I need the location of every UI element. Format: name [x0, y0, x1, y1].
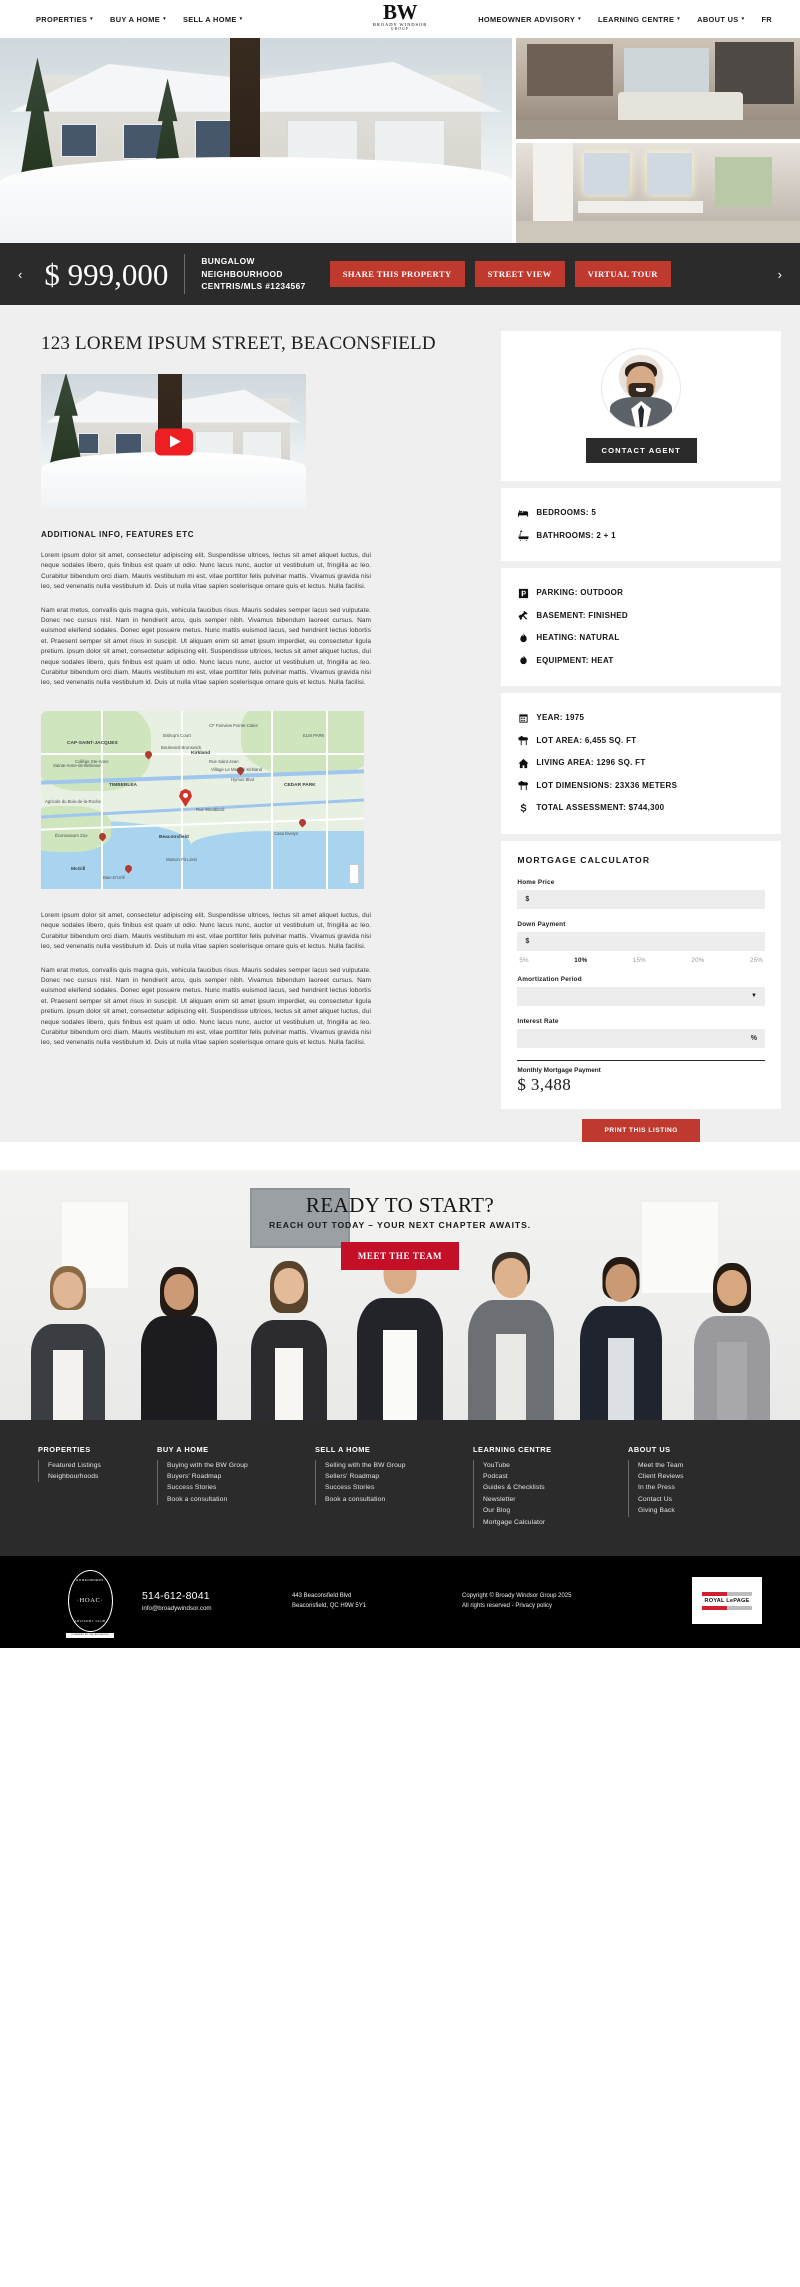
- footer-link[interactable]: Book a consultation: [325, 1495, 386, 1503]
- team-member: [20, 1252, 116, 1420]
- bathrooms-label: BATHROOMS: 2 + 1: [536, 530, 616, 540]
- mortgage-calculator-title: MORTGAGE CALCULATOR: [517, 854, 651, 865]
- cta-content: [0, 1170, 800, 1270]
- property-feature-row: [517, 582, 765, 605]
- percent-option-15[interactable]: 15%: [632, 956, 646, 964]
- nav-left-group: [36, 15, 242, 24]
- map-label: Kirkland: [191, 750, 211, 756]
- property-mls: CENTRIS/MLS #1234567: [201, 281, 306, 292]
- footer-link[interactable]: Newsletter: [483, 1495, 516, 1503]
- footer-link[interactable]: Sellers' Roadmap: [325, 1472, 380, 1480]
- street-view-button[interactable]: STREET VIEW: [475, 261, 565, 288]
- down-payment-input[interactable]: [517, 932, 765, 951]
- bed-icon: [517, 507, 529, 519]
- property-basic-row: [517, 502, 765, 525]
- map-label: ELM PARK: [303, 732, 325, 738]
- map-zoom-controls[interactable]: [349, 864, 359, 884]
- cta-heading: READY TO START?: [305, 1192, 495, 1217]
- team-member: [463, 1252, 559, 1420]
- footer-heading: ABOUT US: [628, 1444, 671, 1454]
- property-stat-row: [517, 752, 765, 775]
- property-basics-card: [501, 488, 781, 561]
- property-stat-row: [517, 730, 765, 753]
- nav-item-properties[interactable]: [36, 15, 93, 24]
- percent-option-20[interactable]: 20%: [691, 956, 705, 964]
- nav-item-learning-centre[interactable]: [598, 15, 680, 24]
- stat-label: LIVING AREA: 1296 SQ. FT: [536, 758, 646, 767]
- property-features-card: [501, 568, 781, 686]
- hoac-badge-logo: [68, 1570, 113, 1637]
- footer-bottom-bar: [0, 1556, 800, 1648]
- footer-link[interactable]: Our Blog: [483, 1507, 511, 1515]
- map-label: Rue Woodland: [196, 806, 225, 812]
- footer-link[interactable]: Neighbourhoods: [48, 1472, 99, 1480]
- property-neighbourhood: NEIGHBOURHOOD: [201, 268, 283, 279]
- logo-name: BROADY WINDSOR: [372, 22, 428, 27]
- meet-the-team-button[interactable]: MEET THE TEAM: [341, 1242, 459, 1270]
- footer-link[interactable]: Meet the Team: [638, 1461, 684, 1469]
- mortgage-calculator-card: [501, 841, 781, 1109]
- map-label: Baie-D'Urfé: [103, 874, 126, 880]
- down-payment-percent-options: [517, 957, 765, 964]
- footer-link[interactable]: Selling with the BW Group: [325, 1461, 406, 1469]
- map-label: CAP-SAINT-JACQUES: [67, 740, 118, 746]
- percent-option-5[interactable]: 5%: [519, 956, 529, 964]
- map-label: CEDAR PARK: [284, 782, 316, 788]
- nav-label: PROPERTIES: [36, 14, 88, 24]
- footer-heading: SELL A HOME: [315, 1444, 371, 1454]
- gallery-prev-button[interactable]: ‹: [18, 266, 23, 282]
- hero-main-photo[interactable]: [0, 38, 512, 243]
- divider: [184, 254, 185, 294]
- interest-rate-label: Interest Rate: [517, 1017, 559, 1025]
- site-footer: [0, 1420, 800, 1556]
- map-label: Boulevard Brunswick: [161, 744, 202, 750]
- hoac-bottom-text: ADVISORY CLUB: [74, 1618, 106, 1623]
- additional-info-heading: ADDITIONAL INFO, FEATURES ETC: [41, 530, 195, 539]
- hammer-icon: [517, 610, 529, 622]
- amortization-label: Amortization Period: [517, 975, 582, 983]
- logo-monogram: BW: [382, 0, 417, 24]
- share-property-button[interactable]: SHARE THIS PROPERTY: [330, 261, 465, 288]
- property-feature-row: [517, 627, 765, 650]
- copyright-block: [462, 1591, 662, 1611]
- price-bar: [0, 243, 800, 305]
- percent-option-25[interactable]: 25%: [749, 956, 763, 964]
- stat-label: YEAR: 1975: [536, 713, 585, 722]
- stat-label: LOT DIMENSIONS: 23X36 METERS: [536, 780, 678, 790]
- contact-agent-button[interactable]: CONTACT AGENT: [586, 438, 697, 463]
- nav-label: BUY A HOME: [110, 14, 161, 24]
- chevron-down-icon: ▾: [578, 15, 581, 22]
- home-price-input[interactable]: [517, 890, 765, 909]
- top-navigation: [0, 0, 800, 38]
- nav-label: SELL A HOME: [182, 14, 237, 24]
- brokerage-name: ROYAL LePAGE: [704, 1597, 750, 1604]
- property-stats-card: [501, 693, 781, 834]
- contact-block: [142, 1590, 292, 1612]
- nav-item-homeowner-advisory[interactable]: [478, 15, 581, 24]
- listing-main-column: [19, 331, 483, 1062]
- footer-heading: PROPERTIES: [38, 1444, 91, 1454]
- description-paragraph: Lorem ipsum dolor sit amet, consectetur adipiscing elit. Suspendisse ultrices, lectus sit amet aliquet luctus, dui neque sodales libero, quis finibus est quam ut odio. Nunc lacus nunc, auctor ut vestibulum ut, fringilla ac leo. Curabitur bibendum orci diam. Mauris vestibulum mi est, vitae porttitor felis pulvinar mattis. Vivamus gravida nisi leo, sed venenatis nulla vestibulum id. Duis ut nulla vitae sapien scelerisque ornare quis et lectus. Nulla facilisi.: [41, 552, 371, 591]
- footer-column-learning-centre: [473, 1445, 628, 1528]
- footer-link[interactable]: Buyers' Roadmap: [167, 1472, 222, 1480]
- property-feature-row: [517, 650, 765, 673]
- hero-photo-bedroom[interactable]: [516, 38, 800, 139]
- phone-number[interactable]: 514-612-8041: [142, 1589, 210, 1602]
- dollar-icon: [517, 802, 529, 814]
- team-member: [131, 1252, 227, 1420]
- print-listing-wrap: [501, 1119, 781, 1142]
- avatar: [601, 348, 681, 428]
- footer-column-about-us: [628, 1445, 748, 1528]
- hero-gallery: [0, 38, 800, 243]
- footer-link[interactable]: In the Press: [638, 1484, 675, 1492]
- map-label: TIMBERLEA: [109, 782, 137, 788]
- listing-sidebar: [501, 331, 781, 1142]
- location-map[interactable]: [41, 711, 364, 889]
- monthly-payment-label: Monthly Mortgage Payment: [517, 1066, 601, 1074]
- home-icon: [517, 757, 529, 769]
- team-member: [241, 1252, 337, 1420]
- nav-label: HOMEOWNER ADVISORY: [478, 14, 576, 24]
- footer-column-sell-a-home: [315, 1445, 473, 1528]
- map-label: Maison Pit Lévis: [166, 856, 198, 862]
- map-label: Agricole du Bois-de-la-Roche: [45, 798, 101, 804]
- map-label: Bishop's Court: [163, 732, 191, 738]
- footer-column-properties: [38, 1445, 157, 1528]
- map-label: Casa Évelyn: [274, 830, 299, 836]
- calendar-icon: [517, 712, 529, 724]
- feature-label: PARKING: OUTDOOR: [536, 588, 624, 597]
- description-paragraph: Lorem ipsum dolor sit amet, consectetur adipiscing elit. Suspendisse ultrices, lectus sit amet aliquet luctus, dui neque sodales libero, quis finibus est quam ut odio. Nunc lacus nunc, auctor ut vestibulum ut, fringilla ac leo. Curabitur bibendum orci diam. Mauris vestibulum mi est, vitae porttitor felis pulvinar mattis. Vivamus gravida nisi leo, sed venenatis nulla vestibulum id. Duis ut nulla vitae sapien scelerisque ornare quis et lectus. Nulla facilisi.: [41, 911, 371, 951]
- bath-icon: [517, 530, 529, 542]
- privacy-policy-line[interactable]: All rights reserved - Privacy policy: [462, 1602, 553, 1609]
- print-listing-button[interactable]: PRINT THIS LISTING: [582, 1119, 699, 1142]
- nav-item-language-fr[interactable]: [761, 15, 772, 24]
- feature-label: BASEMENT: FINISHED: [536, 610, 629, 620]
- divider: [517, 1060, 765, 1061]
- address-line-2: Beaconsfield, QC H9W 5Y1: [292, 1602, 367, 1609]
- trees-icon: [517, 780, 529, 792]
- footer-link[interactable]: Podcast: [483, 1472, 508, 1480]
- nav-item-sell-a-home[interactable]: [183, 15, 243, 24]
- virtual-tour-button[interactable]: VIRTUAL TOUR: [575, 261, 671, 288]
- map-label: Hymus Blvd: [231, 776, 254, 782]
- address-block: [292, 1591, 462, 1611]
- footer-link[interactable]: Featured Listings: [48, 1461, 101, 1469]
- footer-link[interactable]: Success Stories: [167, 1484, 217, 1492]
- map-label: Sainte-Anne-de-Bellevue: [53, 762, 101, 768]
- team-member: [684, 1252, 780, 1420]
- footer-heading: BUY A HOME: [157, 1444, 209, 1454]
- chevron-down-icon: ▾: [90, 15, 94, 22]
- nav-item-about-us[interactable]: [697, 15, 744, 24]
- address-line-1: 443 Beaconsfield Blvd: [292, 1592, 352, 1599]
- chevron-down-icon: ▾: [239, 15, 243, 22]
- percent-option-10[interactable]: 10%: [574, 956, 588, 964]
- property-type: BUNGALOW: [201, 256, 255, 267]
- team-photo: [20, 1252, 780, 1420]
- property-feature-row: [517, 605, 765, 628]
- email-address[interactable]: info@broadywindsor.com: [142, 1604, 212, 1612]
- feature-label: EQUIPMENT: HEAT: [536, 655, 614, 665]
- nav-right-group: [478, 15, 772, 24]
- stat-label: LOT AREA: 6,455 SQ. FT: [536, 735, 637, 745]
- bedrooms-label: BEDROOMS: 5: [536, 508, 597, 517]
- hoac-top-text: HOMEOWNERS: [76, 1577, 104, 1582]
- stat-label: TOTAL ASSESSMENT: $744,300: [536, 803, 665, 812]
- chevron-down-icon: ▾: [677, 15, 681, 22]
- nav-item-buy-a-home[interactable]: [110, 15, 166, 24]
- chevron-down-icon: ▾: [741, 15, 745, 22]
- property-basic-row: [517, 525, 765, 548]
- footer-column-buy-a-home: [157, 1445, 315, 1528]
- chevron-down-icon: ▼: [751, 993, 757, 999]
- listing-price: $ 999,000: [44, 256, 169, 292]
- map-label: Collège Ste-Anne: [75, 758, 109, 764]
- listing-page-body: [0, 305, 800, 1142]
- royal-lepage-logo: [692, 1577, 762, 1624]
- cta-banner: [0, 1170, 800, 1420]
- map-label: CF Fairview Pointe-Claire: [209, 722, 258, 728]
- footer-link[interactable]: Contact Us: [638, 1495, 673, 1503]
- map-label: Écomuseum Zoo: [55, 832, 88, 838]
- play-button[interactable]: [155, 428, 193, 455]
- trees-icon: [517, 735, 529, 747]
- gallery-next-button[interactable]: ›: [777, 266, 782, 282]
- team-member: [573, 1252, 669, 1420]
- interest-rate-input[interactable]: [517, 1029, 765, 1048]
- property-stat-row: [517, 775, 765, 798]
- chevron-down-icon: ▾: [163, 15, 166, 22]
- nav-label: LEARNING CENTRE: [597, 14, 675, 24]
- map-label: McGill: [71, 866, 86, 872]
- footer-link[interactable]: Book a consultation: [167, 1495, 228, 1503]
- down-payment-label: Down Payment: [517, 920, 566, 928]
- agent-card: [501, 331, 781, 481]
- nav-label: ABOUT US: [697, 14, 739, 24]
- nav-label: FR: [761, 14, 772, 24]
- footer-link[interactable]: Success Stories: [325, 1484, 375, 1492]
- footer-link[interactable]: Mortgage Calculator: [483, 1518, 546, 1526]
- listing-video-player[interactable]: [41, 374, 306, 509]
- description-paragraph: Nam erat metus, convallis quis magna quis, vehicula faucibus risus. Mauris sodales semper lacus sed vulputate. Donec nec cursus nisl. Nam in hendrerit arcu, quis semper nibh. Vivamus bibendum laoreet cursus. Nam euismod eleifend sodales. Donec eget posuere metus. Nunc mattis euismod lacus, sed hendrerit lectus lobortis et. Praesent semper sit amet risus in suscipit. Ut aliquam enim sit amet ipsum imperdiet, eu consectetur ligula pretium. ipsum dolor sit amet, consectetur adipiscing elit. Suspendisse ultrices, lectus sit amet aliquet luctus, dui neque sodales libero, quis finibus est quam ut odio. Nunc lacus nunc, auctor ut vestibulum ut, fringilla ac leo. Curabitur bibendum orci diam. Mauris vestibulum mi est, vitae porttitor felis pulvinar mattis. Vivamus gravida nisi leo, sed venenatis nulla vestibulum id. Duis ut nulla vitae sapien scelerisque ornare quis et lectus. Nulla facilisi.: [41, 606, 371, 687]
- feature-label: HEATING: NATURAL: [536, 633, 620, 642]
- amortization-select[interactable]: [517, 987, 765, 1006]
- footer-link[interactable]: Guides & Checklists: [483, 1484, 545, 1492]
- footer-link[interactable]: Client Reviews: [638, 1472, 684, 1480]
- monthly-payment-value: $ 3,488: [517, 1074, 572, 1094]
- hoac-mid-text: ·HOAC·: [76, 1597, 104, 1605]
- hero-photo-bathroom[interactable]: [516, 143, 800, 244]
- footer-heading: LEARNING CENTRE: [473, 1444, 552, 1454]
- footer-link[interactable]: Buying with the BW Group: [167, 1461, 248, 1469]
- hero-side-photos: [516, 38, 800, 243]
- team-member: [352, 1252, 448, 1420]
- map-label: Village Le Marché Kirkland: [211, 766, 263, 772]
- currency-prefix: $: [525, 937, 530, 945]
- site-logo[interactable]: [373, 2, 427, 31]
- logo-subname: GROUP: [390, 27, 410, 31]
- footer-link[interactable]: YouTube: [483, 1461, 510, 1469]
- flame-icon: [517, 655, 529, 667]
- property-stat-row: [517, 707, 765, 730]
- parking-icon: [517, 587, 529, 599]
- map-label: Rue Saint-Jean: [209, 758, 239, 764]
- footer-link[interactable]: Giving Back: [638, 1507, 675, 1515]
- exterior-winter-photo: [0, 38, 512, 243]
- cta-subheading: REACH OUT TODAY – YOUR NEXT CHAPTER AWAITS.: [268, 1219, 531, 1230]
- listing-action-buttons: [330, 261, 671, 288]
- currency-prefix: $: [525, 895, 530, 903]
- property-stat-row: [517, 797, 765, 820]
- copyright-line-1: Copyright © Broady Windsor Group 2025: [462, 1592, 572, 1599]
- home-price-label: Home Price: [517, 878, 555, 886]
- percent-suffix: %: [750, 1034, 757, 1042]
- listing-meta: [201, 255, 305, 293]
- hoac-ribbon-text: POWERED BY THE BW GROUP: [66, 1633, 113, 1638]
- description-paragraph: Nam erat metus, convallis quis magna quis, vehicula faucibus risus. Mauris sodales semper lacus sed vulputate. Donec nec cursus nisl. Nam in hendrerit arcu, quis semper nibh. Vivamus bibendum laoreet cursus. Nam euismod eleifend sodales. Donec eget posuere metus. Nunc mattis euismod lacus, sed hendrerit lectus lobortis et. Praesent semper sit amet risus in suscipit. Ut aliquam enim sit amet ipsum imperdiet, eu consectetur ligula pretium. ipsum dolor sit amet, consectetur adipiscing elit. Suspendisse ultrices, lectus sit amet aliquet luctus, dui neque sodales libero, quis finibus est quam ut odio. Nunc lacus nunc, auctor ut vestibulum ut, fringilla ac leo. Curabitur bibendum orci diam. Mauris vestibulum mi est, vitae porttitor felis pulvinar mattis. Vivamus gravida nisi leo, sed venenatis nulla vestibulum id. Duis ut nulla vitae sapien scelerisque ornare quis et lectus. Nulla facilisi.: [41, 966, 371, 1047]
- flame-icon: [517, 632, 529, 644]
- map-label: Beaconsfield: [159, 834, 189, 840]
- page-title: 123 LOREM IPSUM STREET, BEACONSFIELD: [41, 333, 436, 354]
